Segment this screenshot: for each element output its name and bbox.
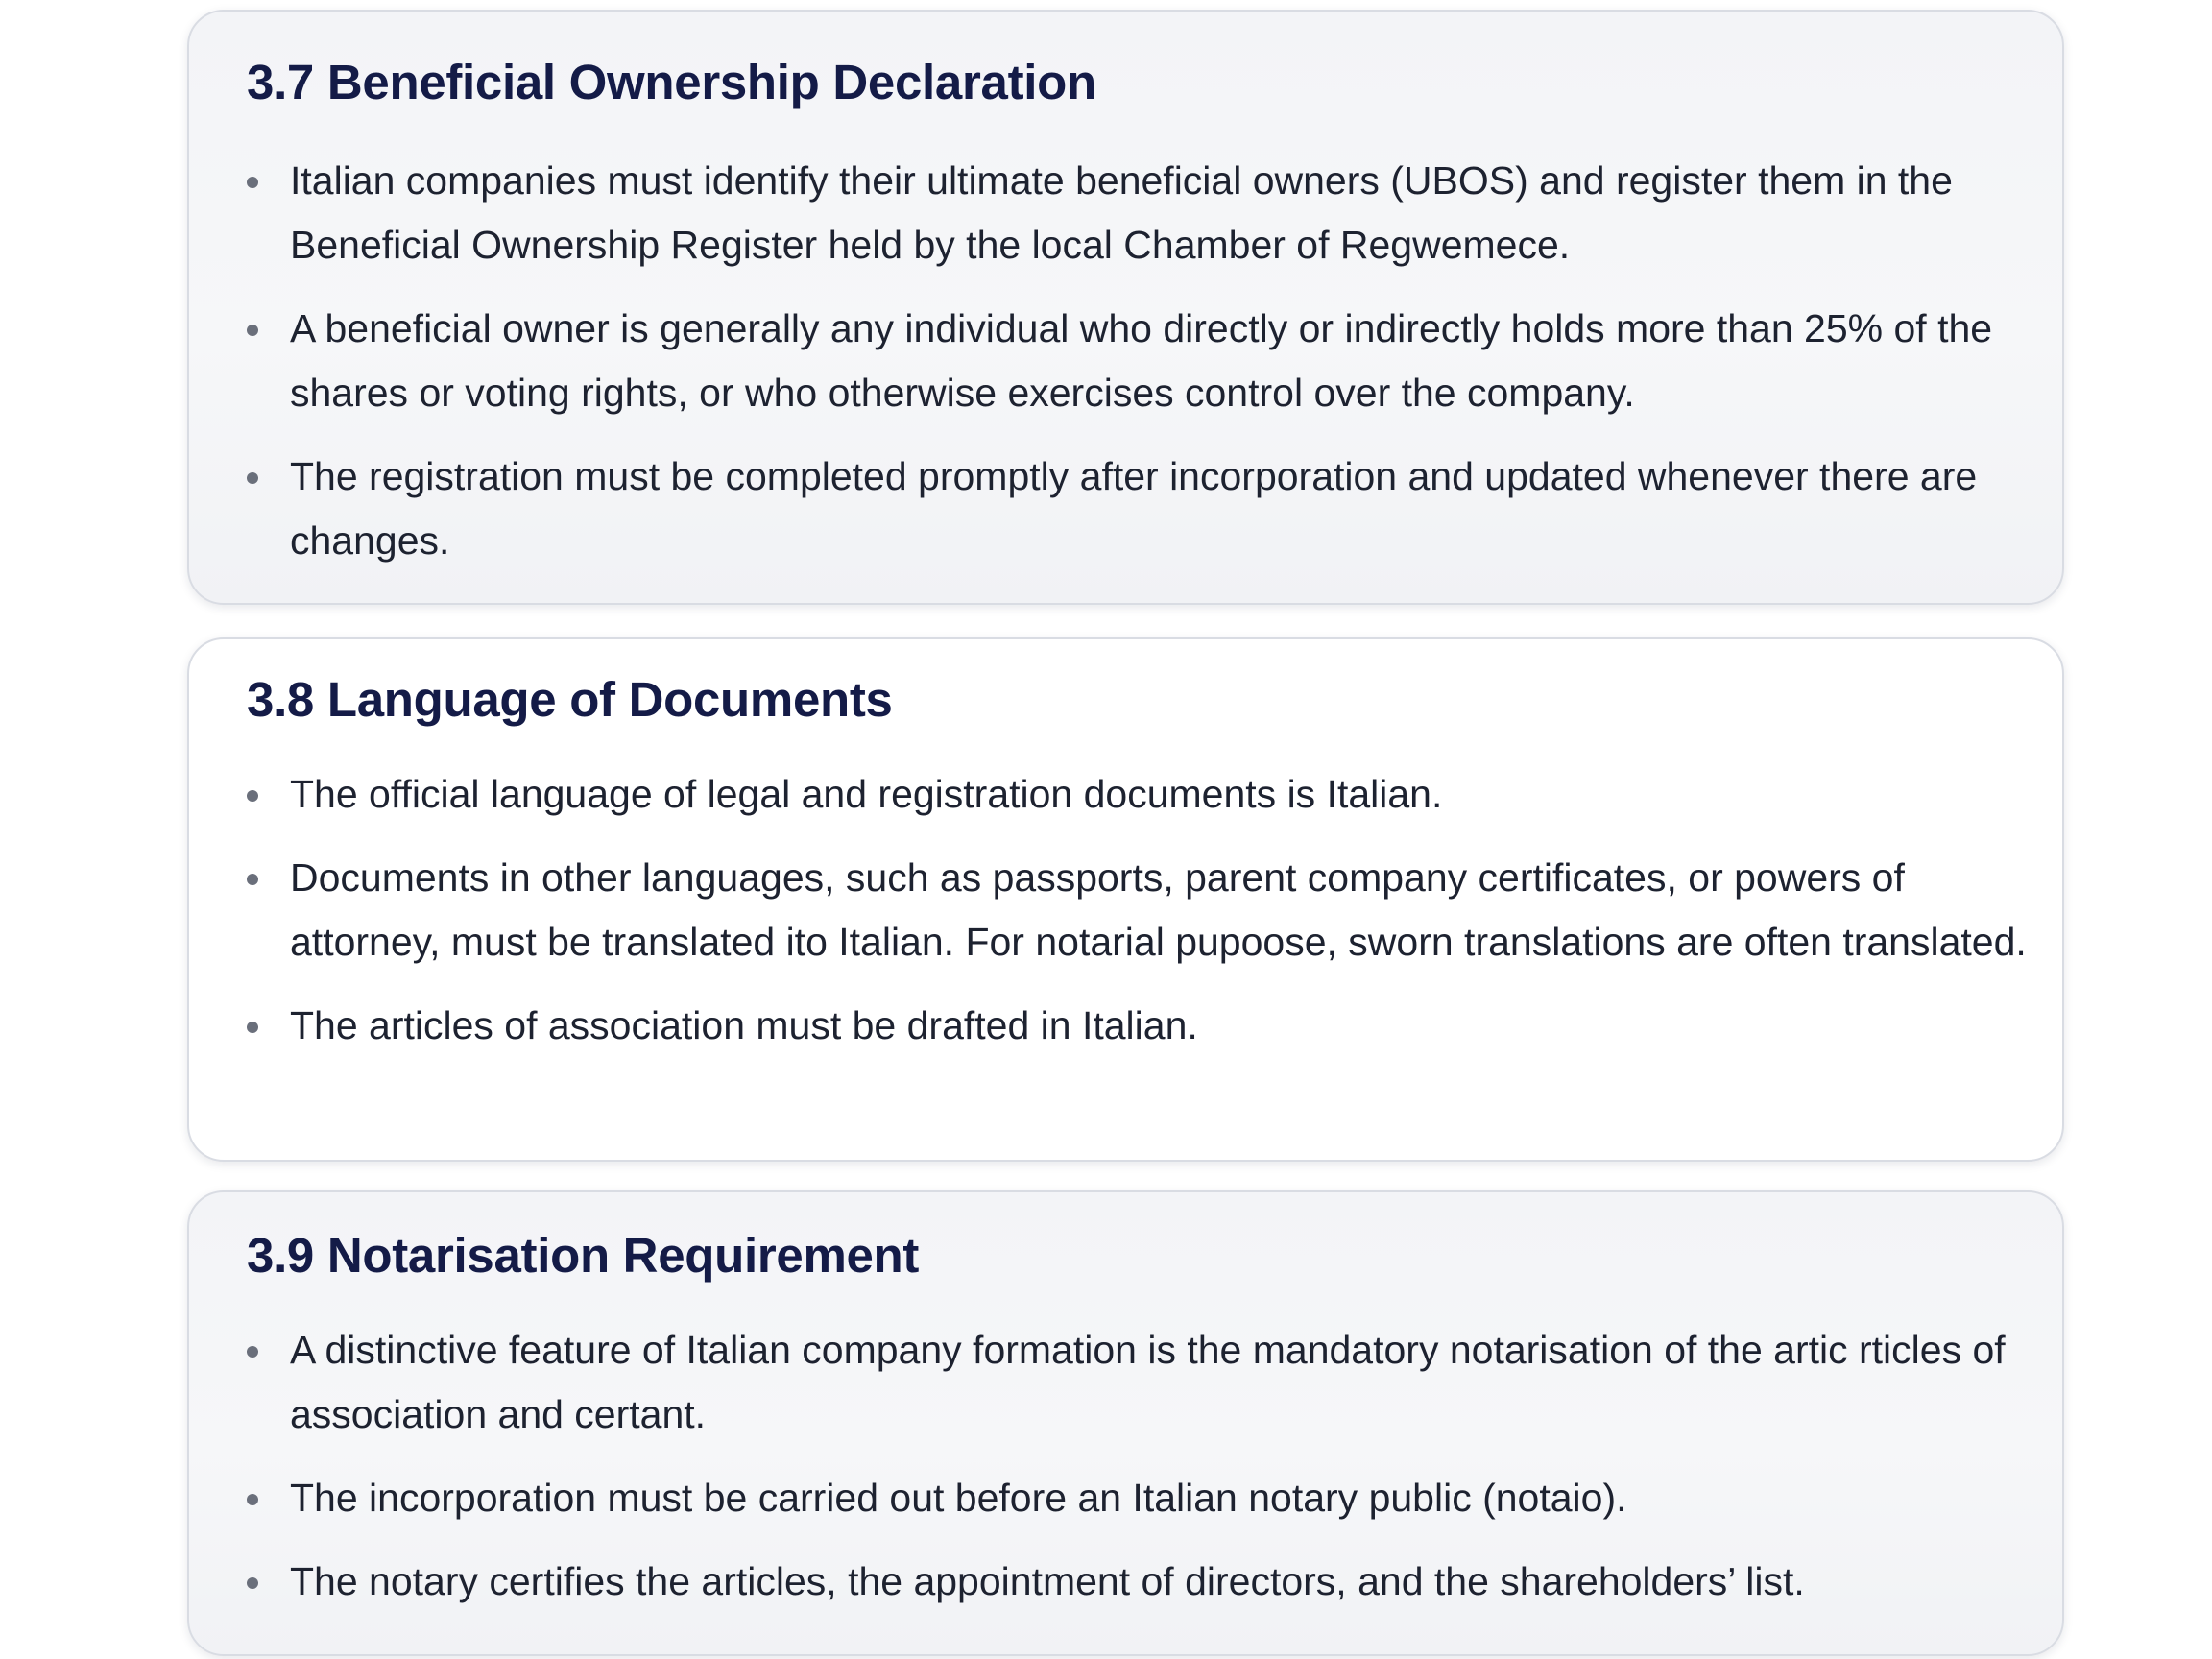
- bullet-dot-icon: [247, 1494, 258, 1505]
- bullet-list: [247, 1318, 2043, 1614]
- bullet-dot-icon: [247, 1577, 258, 1589]
- section-card-notarisation-requirement: [187, 1190, 2064, 1656]
- list-item: [247, 1550, 2043, 1614]
- section-card-beneficial-ownership: [187, 10, 2064, 605]
- list-item: [247, 149, 2043, 277]
- list-item-text: The registration must be completed promptly after incorporation and updated whenever there are changes.: [290, 454, 1978, 563]
- list-item: [247, 994, 2043, 1058]
- section-title: 3.8 Language of Documents: [247, 672, 893, 727]
- bullet-dot-icon: [247, 177, 258, 188]
- bullet-dot-icon: [247, 325, 258, 336]
- bullet-dot-icon: [247, 874, 258, 885]
- list-item-text: The notary certifies the articles, the appointment of directors, and the shareholders’ list.: [290, 1559, 1805, 1603]
- section-title: 3.7 Beneficial Ownership Declaration: [247, 55, 1096, 109]
- list-item-text: A distinctive feature of Italian company formation is the mandatory notarisation of the artic rticles of association and certant.: [290, 1328, 2006, 1436]
- bullet-dot-icon: [247, 472, 258, 484]
- list-item-text: Documents in other languages, such as passports, parent company certificates, or powers of attorney, must be translated ito Italian. For notarial pupoose, sworn translations are often translated.: [290, 855, 2027, 964]
- list-item-text: A beneficial owner is generally any individual who directly or indirectly holds more than 25% of the shares or voting rights, or who otherwise exercises control over the company.: [290, 306, 1993, 415]
- list-item: [247, 1466, 2043, 1530]
- list-item: [247, 297, 2043, 425]
- section-card-language-of-documents: [187, 637, 2064, 1162]
- list-item: [247, 846, 2043, 974]
- bullet-dot-icon: [247, 1022, 258, 1033]
- list-item: [247, 445, 2043, 573]
- section-title: 3.9 Notarisation Requirement: [247, 1228, 920, 1283]
- list-item-text: The incorporation must be carried out before an Italian notary public (notaio).: [290, 1476, 1627, 1520]
- bullet-list: [247, 149, 2043, 573]
- list-item-text: Italian companies must identify their ultimate beneficial owners (UBOS) and register them in the Beneficial Ownership Register held by the local Chamber of Regwemece.: [290, 158, 1953, 267]
- bullet-dot-icon: [247, 790, 258, 802]
- list-item: [247, 1318, 2043, 1447]
- bullet-dot-icon: [247, 1346, 258, 1358]
- bullet-list: [247, 762, 2043, 1058]
- list-item-text: The articles of association must be drafted in Italian.: [290, 1003, 1198, 1047]
- list-item-text: The official language of legal and registration documents is Italian.: [290, 772, 1443, 816]
- list-item: [247, 762, 2043, 827]
